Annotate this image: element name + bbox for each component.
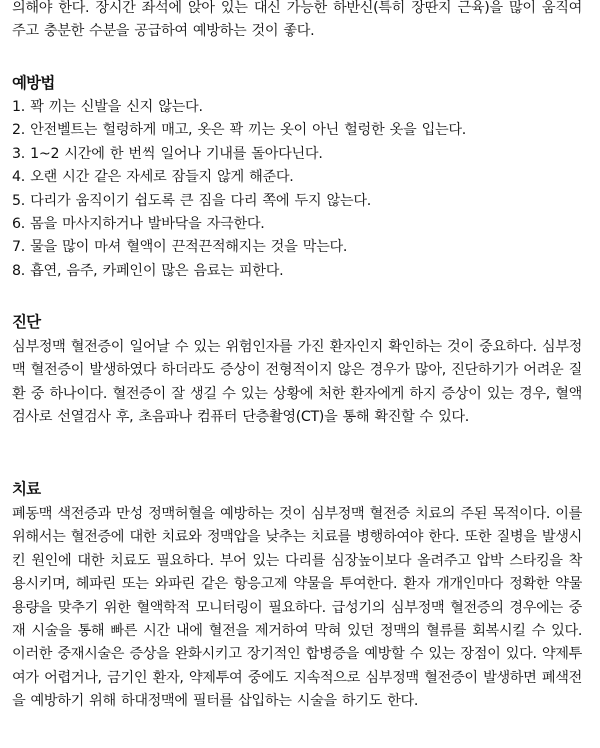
prevention-list [12, 96, 582, 283]
prevention-item: 5. 다리가 움직이기 쉽도록 큰 짐을 다리 쪽에 두지 않는다. [12, 192, 371, 209]
prevention-heading: 예방법 [12, 74, 55, 92]
treatment-heading: 치료 [12, 480, 41, 498]
prevention-item: 2. 안전벨트는 헐렁하게 매고, 옷은 꽉 끼는 옷이 아닌 헐렁한 옷을 입는다. [12, 122, 467, 139]
prevention-item: 4. 오랜 시간 같은 자세로 잠들지 않게 해준다. [12, 169, 294, 186]
prevention-item: 7. 물을 많이 마셔 혈액이 끈적끈적해지는 것을 막는다. [12, 239, 348, 256]
treatment-paragraph: 폐동맥 색전증과 만성 정맥허혈을 예방하는 것이 심부정맥 혈전증 치료의 주된 목적이다. 이를 위해서는 혈전증에 대한 치료와 정맥압을 낮추는 치료를 병행하여야 한다. 또한 질병을 발생시킨 원인에 대한 치료도 필요하다. 부어 있는 다리를 심장높이보다 올려주고 압박 스타킹을 착용시키며, 헤파린 또는 와파린 같은 항응고제 약물을 투여한다. 환자 개개인마다 정확한 약물 용량을 맞추기 위한 혈액학적 모니터링이 필요하다. 급성기의 심부정맥 혈전증의 경우에는 중재 시술을 통해 빠른 시간 내에 혈전을 제거하여 막혀 있던 정맥의 혈류를 회복시킬 수 있다. 이러한 중재시술은 증상을 완화시키고 장기적인 합병증을 예방할 수 있는 장점이 있다. 약제투여가 어렵거나, 금기인 환자, 약제투여 중에도 지속적으로 심부정맥 혈전증이 발생하면 폐색전을 예방하기 위해 하대정맥에 필터를 삽입하는 시술을 하기도 한다. [12, 506, 582, 710]
prevention-item: 8. 흡연, 음주, 카페인이 많은 음료는 피한다. [12, 262, 284, 279]
prevention-item: 6. 몸을 마사지하거나 발바닥을 자극한다. [12, 216, 265, 233]
diagnosis-heading: 진단 [12, 313, 41, 331]
diagnosis-paragraph: 심부정맥 혈전증이 일어날 수 있는 위험인자를 가진 환자인지 확인하는 것이 중요하다. 심부정맥 혈전증이 발생하였다 하더라도 증상이 전형적이지 않은 경우가 많아, 진단하기가 어려운 질환 중 하나이다. 혈전증이 잘 생길 수 있는 상황에 처한 환자에게 하지 증상이 있는 경우, 혈액검사로 선열검사 후, 초음파나 컴퓨터 단층촬영(CT)을 통해 확진할 수 있다. [12, 339, 582, 426]
intro-paragraph: 의해야 한다. 장시간 좌석에 앉아 있는 대신 가능한 하반신(특히 장딴지 근육)을 많이 움직여 주고 충분한 수분을 공급하여 예방하는 것이 좋다. [12, 0, 582, 40]
prevention-item: 1. 꽉 끼는 신발을 신지 않는다. [12, 99, 203, 115]
prevention-item: 3. 1~2 시간에 한 번씩 일어나 기내를 돌아다닌다. [12, 145, 323, 162]
